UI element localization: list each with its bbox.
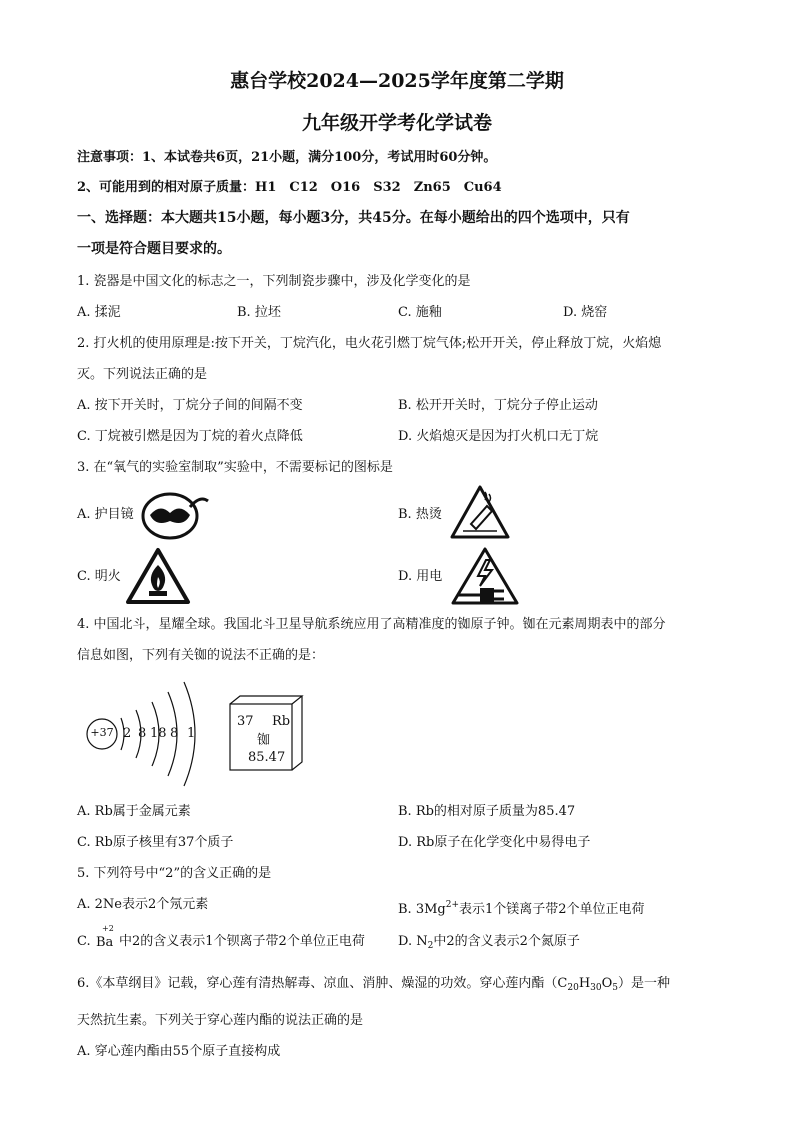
q2-stem-line-2: 灭。下列说法正确的是 xyxy=(77,367,208,382)
element-atomic-mass: 85.47 xyxy=(248,750,286,765)
q5-option-b: B. $3Mg^{2+}$表示1个镁离子带2个单位正电荷 xyxy=(398,900,645,917)
section-heading-line-1: 一、选择题：本大题共15小题，每小题3分，共45分。在每小题给出的四个选项中，只有 xyxy=(77,210,630,226)
element-symbol: Rb xyxy=(272,714,291,729)
open-flame-icon xyxy=(125,547,191,605)
q5-stem: 5. 下列符号中“2”的含义正确的是 xyxy=(77,866,272,881)
q5-option-d: D. $N_2$中2的含义表示2个氮原子 xyxy=(398,934,580,951)
q5-option-c-charge: +2 xyxy=(102,924,114,933)
q4-stem-line-2: 信息如图，下列有关铷的说法不正确的是： xyxy=(77,648,325,663)
q3-stem: 3. 在“氧气的实验室制取”实验中，不需要标记的图标是 xyxy=(77,460,393,475)
q1-option-c: C. 施釉 xyxy=(398,305,442,320)
atom-nucleus-label: +37 xyxy=(90,726,114,739)
q4-option-c: C. Rb原子核里有37个质子 xyxy=(77,835,234,850)
exam-subtitle: 九年级开学考化学试卷 xyxy=(301,112,492,134)
q6-stem-line-2: 天然抗生素。下列关于穿心莲内酯的说法正确的是 xyxy=(77,1013,364,1028)
shell-1-count: 2 xyxy=(123,726,132,741)
notes-line-2: 2、可能用到的相对原子质量：H1 C12 O16 S32 Zn65 Cu64 xyxy=(77,180,502,195)
q3-option-c: C. 明火 xyxy=(77,569,121,584)
q5-option-a: A. 2Ne表示2个氖元素 xyxy=(77,897,209,912)
q3-option-a: A. 护目镜 xyxy=(77,507,134,522)
shell-5-count: 1 xyxy=(187,726,196,741)
exam-title: 惠台学校2024—2025学年度第二学期 xyxy=(230,70,564,92)
q2-option-c: C. 丁烷被引燃是因为丁烷的着火点降低 xyxy=(77,429,303,444)
q2-option-d: D. 火焰熄灭是因为打火机口无丁烷 xyxy=(398,429,599,444)
goggles-icon xyxy=(138,487,210,543)
section-heading-line-2: 一项是符合题目要求的。 xyxy=(77,241,231,257)
q6-option-a: A. 穿心莲内酯由55个原子直接构成 xyxy=(77,1044,281,1059)
q4-option-d: D. Rb原子在化学变化中易得电子 xyxy=(398,835,591,850)
q6-stem-line-1: 6.《本草纲目》记载，穿心莲有清热解毒、凉血、消肿、燥湿的功效。穿心莲内酯$(C_{20}H_{30}O_5)$是一种 xyxy=(77,976,671,993)
q3-option-b: B. 热烫 xyxy=(398,507,442,522)
shell-4-count: 8 xyxy=(170,726,179,741)
q1-option-b: B. 拉坯 xyxy=(237,305,281,320)
q3-option-d: D. 用电 xyxy=(398,569,443,584)
q1-stem: 1. 瓷器是中国文化的标志之一，下列制瓷步骤中，涉及化学变化的是 xyxy=(77,274,471,289)
q2-option-a: A. 按下开关时，丁烷分子间的间隔不变 xyxy=(77,398,303,413)
q1-option-d: D. 烧窑 xyxy=(563,305,608,320)
q1-option-a: A. 揉泥 xyxy=(77,305,121,320)
q5-option-c-text: 中2的含义表示1个钡离子带2个单位正电荷 xyxy=(119,934,365,949)
q4-option-b: B. Rb的相对原子质量为85.47 xyxy=(398,804,576,819)
q5-option-c-label: C. xyxy=(77,934,91,949)
element-name: 铷 xyxy=(257,733,271,748)
element-atomic-number: 37 xyxy=(237,714,254,729)
q5-option-c-symbol: Ba xyxy=(96,935,114,950)
q4-stem-line-1: 4. 中国北斗，星耀全球。我国北斗卫星导航系统应用了高精准度的铷原子钟。铷在元素周期表中的部分 xyxy=(77,617,666,632)
notes-line-1: 注意事项：1、本试卷共6页，21小题，满分100分，考试用时60分钟。 xyxy=(77,150,497,165)
shell-2-count: 8 xyxy=(138,726,147,741)
q4-option-a: A. Rb属于金属元素 xyxy=(77,804,191,819)
q2-stem-line-1: 2. 打火机的使用原理是:按下开关，丁烷汽化，电火花引燃丁烷气体;松开开关，停止释放丁烷，火焰熄 xyxy=(77,336,662,351)
shell-3-count: 18 xyxy=(150,726,167,741)
q2-option-b: B. 松开开关时，丁烷分子停止运动 xyxy=(398,398,598,413)
hot-surface-icon xyxy=(449,484,511,540)
electricity-icon xyxy=(450,546,520,606)
